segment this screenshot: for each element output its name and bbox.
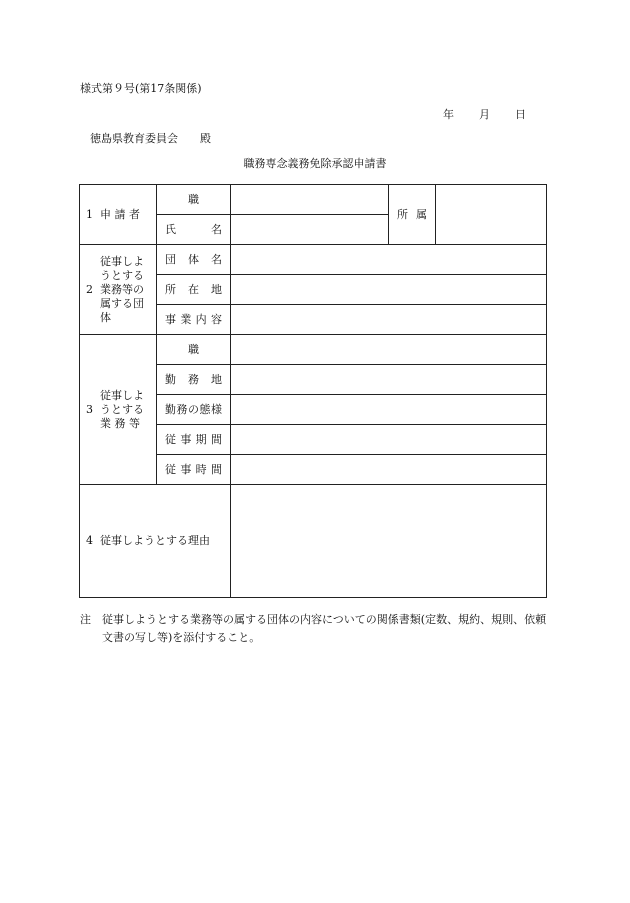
- form-title: 職務専念義務免除承認申請書: [243, 157, 387, 170]
- section4-header: [80, 485, 231, 598]
- org-name-label: 団体名: [157, 245, 231, 275]
- section1-label: 申 請 者: [100, 207, 140, 221]
- org-business-field[interactable]: [231, 305, 547, 335]
- duty-hours-field[interactable]: [231, 455, 547, 485]
- section1-header: [80, 185, 157, 245]
- section3-header: [80, 335, 157, 485]
- org-location-label: 所在地: [157, 275, 231, 305]
- section2-label-line: 体: [100, 310, 111, 324]
- note-text: 注 従事しようとする業務等の属する団体の内容についての関係書類(定数、規約、規則、依頼文書の写し等)を添付すること。: [80, 613, 547, 644]
- duty-form-label: 勤務の態様: [157, 395, 231, 425]
- duty-workplace-field[interactable]: [231, 365, 547, 395]
- duty-hours-label: 従事時間: [157, 455, 231, 485]
- duty-workplace-label: 勤務地: [157, 365, 231, 395]
- duty-post-label: 職: [157, 335, 231, 365]
- duty-period-label: 従事期間: [157, 425, 231, 455]
- section2-header: [80, 245, 157, 335]
- reason-field[interactable]: [231, 485, 547, 598]
- date-month-label: 月: [479, 108, 490, 121]
- applicant-post-field[interactable]: [231, 185, 389, 215]
- section3-label-line: うとする: [100, 402, 144, 416]
- org-name-field[interactable]: [231, 245, 547, 275]
- attachment-note: [80, 611, 550, 647]
- duty-form-field[interactable]: [231, 395, 547, 425]
- section3-label-line: 業 務 等: [100, 416, 140, 430]
- duty-period-field[interactable]: [231, 425, 547, 455]
- section3-number: 3: [86, 402, 93, 416]
- org-location-field[interactable]: [231, 275, 547, 305]
- date-year-label: 年: [443, 108, 454, 121]
- applicant-name-field[interactable]: [231, 215, 389, 245]
- date-day-label: 日: [515, 108, 526, 121]
- addressee: 徳島県教育委員会 殿: [90, 132, 211, 145]
- section4-label: 従事しようとする理由: [100, 534, 210, 547]
- date-line: [443, 106, 526, 122]
- section1-number: 1: [86, 207, 93, 221]
- form-number: 様式第９号(第17条関係): [80, 82, 202, 95]
- applicant-post-label: 職: [157, 185, 231, 215]
- section2-label-line: うとする: [100, 268, 144, 282]
- applicant-affiliation-field[interactable]: [436, 185, 547, 245]
- section4-number: 4: [86, 534, 93, 547]
- applicant-name-label: 氏名: [157, 215, 231, 245]
- section2-label-line: 属する団: [100, 296, 144, 310]
- applicant-affiliation-label: 所属: [389, 185, 436, 245]
- section3-label-line: 従事しよ: [100, 388, 144, 402]
- application-table: [79, 184, 546, 597]
- duty-post-field[interactable]: [231, 335, 547, 365]
- section2-label-line: 従事しよ: [100, 254, 144, 268]
- section2-label: [100, 255, 144, 325]
- section3-label: [100, 389, 144, 431]
- section2-label-line: 業務等の: [100, 282, 144, 296]
- org-business-label: 事業内容: [157, 305, 231, 335]
- section2-number: 2: [86, 282, 93, 296]
